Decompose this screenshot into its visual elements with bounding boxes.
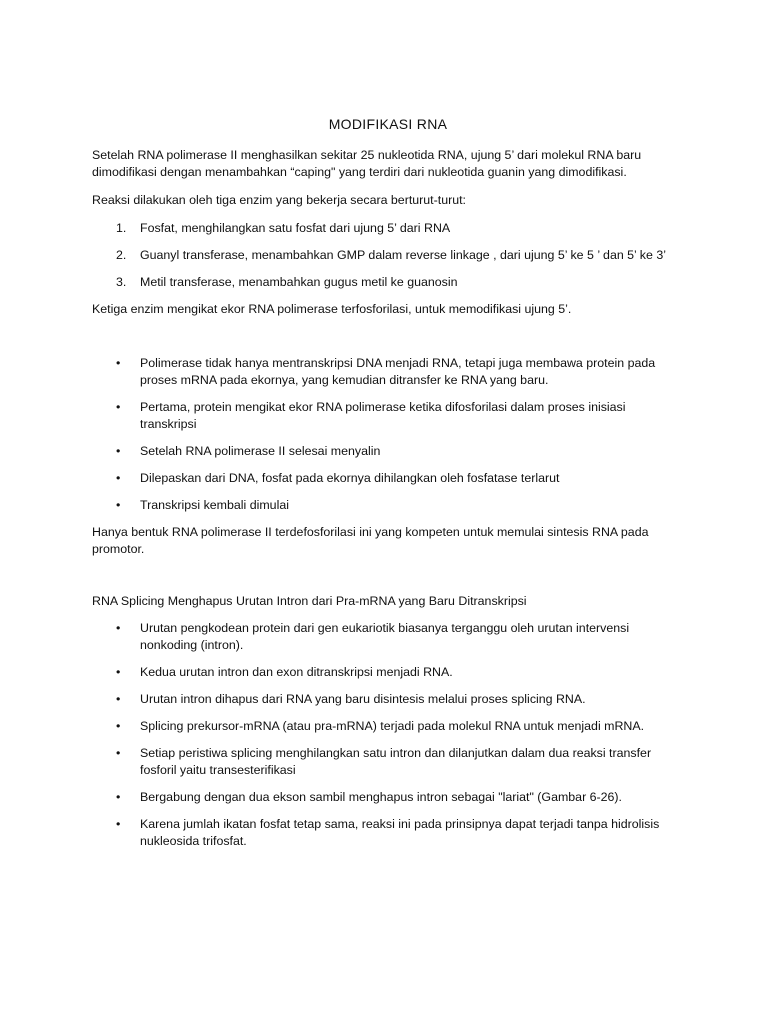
bullet-marker: • [116,719,121,733]
list-item-text: Bergabung dengan dua ekson sambil menghapus intron sebagai "lariat" (Gambar 6-26). [140,790,623,804]
list-item [92,718,672,735]
list-item [92,664,672,681]
bullet-marker: • [116,356,121,370]
list-item [92,274,672,291]
list-item [92,220,672,237]
list-item-text: Karena jumlah ikatan fosfat tetap sama, reaksi ini pada prinsipnya dapat terjadi tanpa hidrolisis nukleosida trifosfat. [140,817,660,848]
list-item [92,443,672,460]
list-item-text: Metil transferase, menambahkan gugus metil ke guanosin [140,275,458,289]
bullet-marker: • [116,746,121,760]
list-item-text: Urutan pengkodean protein dari gen eukariotik biasanya terganggu oleh urutan intervensi nonkoding (intron). [140,621,630,652]
bullet-marker: • [116,471,121,485]
bullet-marker: • [116,790,121,804]
polymerase-bullet-list [92,355,672,514]
list-item-text: Splicing prekursor-mRNA (atau pra-mRNA) terjadi pada molekul RNA untuk menjadi mRNA. [140,719,645,733]
list-item-text: Polimerase tidak hanya mentranskripsi DNA menjadi RNA, tetapi juga membawa protein pada proses mRNA pada ekornya, yang kemudian ditransfer ke RNA yang baru. [140,356,656,387]
list-item-text: Setelah RNA polimerase II selesai menyalin [140,444,381,458]
list-item-text: Dilepaskan dari DNA, fosfat pada ekornya dihilangkan oleh fosfatase terlarut [140,471,560,485]
bullet-marker: • [116,498,121,512]
bullet-marker: • [116,665,121,679]
list-item [92,691,672,708]
intro-paragraph: Reaksi dilakukan oleh tiga enzim yang bekerja secara berturut-turut: [92,193,466,207]
list-item [92,355,672,389]
list-item-text: Fosfat, menghilangkan satu fosfat dari ujung 5’ dari RNA [140,221,451,235]
list-number: 1. [116,221,127,235]
list-item [92,497,672,514]
list-item [92,620,672,654]
enzyme-steps-list [92,220,672,291]
bullet-marker: • [116,692,121,706]
intro-paragraph: Setelah RNA polimerase II menghasilkan sekitar 25 nukleotida RNA, ujung 5’ dari molekul RNA baru dimodifikasi dengan menambahkan “caping" yang terdiri dari nukleotida guanin yang dimodifikasi. [92,148,642,179]
document-body [92,116,672,860]
list-item [92,470,672,487]
splicing-bullet-list [92,620,672,850]
list-item [92,399,672,433]
page-title: MODIFIKASI RNA [328,116,448,132]
list-number: 2. [116,248,127,262]
blank-line [92,329,672,355]
list-item [92,247,672,264]
list-item [92,745,672,779]
list-item-text: Transkripsi kembali dimulai [140,498,289,512]
bullet-marker: • [116,621,121,635]
body-paragraph: Hanya bentuk RNA polimerase II terdefosforilasi ini yang kompeten untuk memulai sintesis RNA pada promotor. [92,525,649,556]
bullet-marker: • [116,817,121,831]
bullet-marker: • [116,444,121,458]
section-heading: RNA Splicing Menghapus Urutan Intron dari Pra-mRNA yang Baru Ditranskripsi [92,594,527,608]
bullet-marker: • [116,400,121,414]
list-number: 3. [116,275,127,289]
body-paragraph: Ketiga enzim mengikat ekor RNA polimerase terfosforilasi, untuk memodifikasi ujung 5’. [92,302,572,316]
blank-line [92,569,672,593]
list-item-text: Pertama, protein mengikat ekor RNA polimerase ketika difosforilasi dalam proses inisiasi transkripsi [140,400,626,431]
list-item-text: Setiap peristiwa splicing menghilangkan satu intron dan dilanjutkan dalam dua reaksi transfer fosforil yaitu transesterifikasi [140,746,652,777]
list-item-text: Urutan intron dihapus dari RNA yang baru disintesis melalui proses splicing RNA. [140,692,586,706]
list-item-text: Guanyl transferase, menambahkan GMP dalam reverse linkage , dari ujung 5’ ke 5 ’ dan 5’ ke 3’ [140,248,666,262]
list-item [92,816,672,850]
list-item [92,789,672,806]
list-item-text: Kedua urutan intron dan exon ditranskripsi menjadi RNA. [140,665,453,679]
